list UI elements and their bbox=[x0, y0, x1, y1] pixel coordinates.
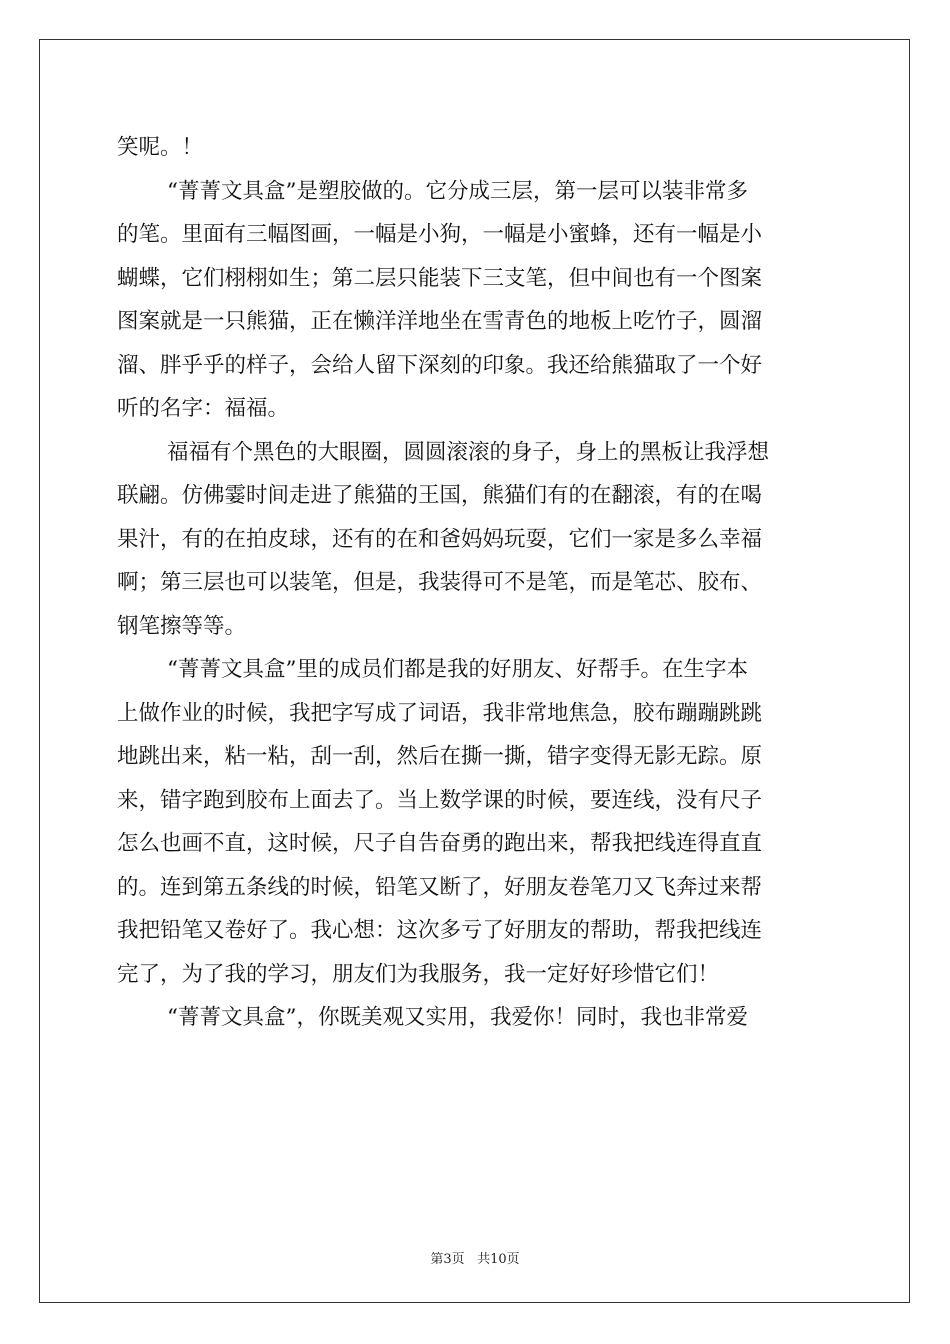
text-line: 怎么也画不直，这时候，尺子自告奋勇的跑出来，帮我把线连得直直 bbox=[117, 831, 763, 856]
text-line: 的笔。里面有三幅图画，一幅是小狗，一幅是小蜜蜂，还有一幅是小 bbox=[117, 222, 763, 247]
text-line: 联翩。仿佛霎时间走进了熊猫的王国，熊猫们有的在翻滚，有的在喝 bbox=[117, 483, 763, 508]
page-total: 共10页 bbox=[477, 1252, 520, 1267]
text-line: 钢笔擦等等。 bbox=[117, 613, 247, 639]
text-line: 溜、胖乎乎的样子，会给人留下深刻的印象。我还给熊猫取了一个好 bbox=[117, 352, 763, 378]
text-line: 来，错字跑到胶布上面去了。当上数学课的时候，要连线，没有尺子 bbox=[117, 787, 763, 813]
page-number: 第3页 bbox=[430, 1252, 465, 1267]
text-line: 图案就是一只熊猫，正在懒洋洋地坐在雪青色的地板上吃竹子，圆溜 bbox=[117, 309, 763, 334]
text-line: 蝴蝶，它们栩栩如生；第二层只能装下三支笔，但中间也有一个图案 bbox=[117, 265, 763, 291]
text-line: “菁菁文具盒”里的成员们都是我的好朋友、好帮手。在生字本 bbox=[167, 657, 748, 682]
text-line: 我把铅笔又卷好了。我心想：这次多亏了好朋友的帮助，帮我把线连 bbox=[117, 918, 763, 943]
text-line: 听的名字：福福。 bbox=[117, 396, 290, 421]
text-line: 福福有个黑色的大眼圈，圆圆滚滚的身子，身上的黑板让我浮想 bbox=[167, 439, 770, 465]
text-line: 上做作业的时候，我把字写成了词语，我非常地焦急，胶布蹦蹦跳跳 bbox=[117, 700, 763, 726]
page-footer bbox=[0, 1248, 950, 1267]
text-line: 笑呢。！ bbox=[117, 135, 204, 160]
text-line: 地跳出来，粘一粘，刮一刮，然后在撕一撕，错字变得无影无踪。原 bbox=[117, 744, 763, 769]
text-line: “菁菁文具盒”是塑胶做的。它分成三层，第一层可以装非常多 bbox=[167, 178, 748, 204]
text-line: “菁菁文具盒”，你既美观又实用，我爱你！同时，我也非常爱 bbox=[167, 1005, 748, 1030]
text-line: 完了，为了我的学习，朋友们为我服务，我一定好好珍惜它们！ bbox=[117, 961, 720, 987]
document-body bbox=[117, 126, 833, 1040]
text-line: 果汁，有的在拍皮球，还有的在和爸妈妈玩耍，它们一家是多么幸福 bbox=[117, 526, 763, 552]
text-line: 啊；第三层也可以装笔，但是，我装得可不是笔，而是笔芯、胶布、 bbox=[117, 570, 763, 595]
text-line: 的。连到第五条线的时候，铅笔又断了，好朋友卷笔刀又飞奔过来帮 bbox=[117, 874, 763, 900]
